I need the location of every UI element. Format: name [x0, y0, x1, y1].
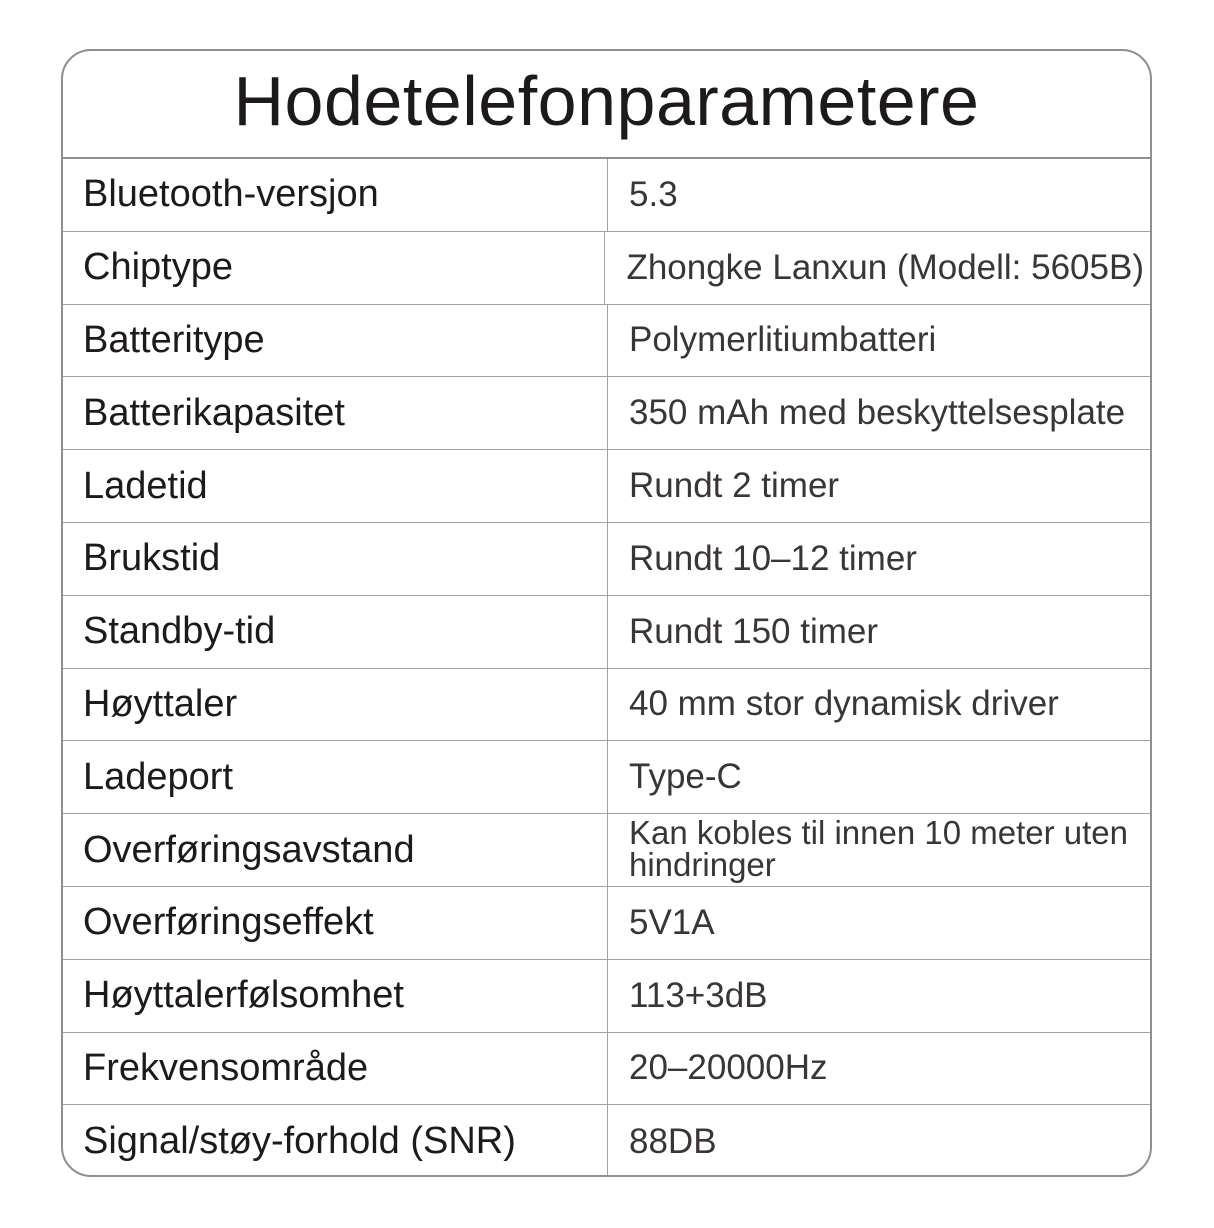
spec-value: 40 mm stor dynamisk driver [629, 684, 1059, 724]
spec-value: Kan kobles til innen 10 meter uten hindringer [629, 814, 1128, 884]
spec-label: Brukstid [63, 523, 608, 595]
spec-label: Overføringsavstand [63, 814, 608, 886]
table-row [63, 159, 1150, 232]
spec-label: Bluetooth-versjon [63, 159, 608, 231]
spec-table [63, 159, 1150, 1177]
table-row [63, 450, 1150, 523]
spec-value: 5V1A [629, 902, 715, 942]
table-row [63, 669, 1150, 742]
spec-value: Rundt 10–12 timer [629, 538, 917, 578]
spec-label: Chiptype [63, 232, 605, 304]
table-row [63, 1033, 1150, 1106]
table-row [63, 960, 1150, 1033]
spec-card [61, 49, 1152, 1177]
spec-label: Ladeport [63, 741, 608, 813]
table-row [63, 523, 1150, 596]
spec-label: Standby-tid [63, 596, 608, 668]
spec-value: 20–20000Hz [629, 1048, 828, 1088]
spec-value: Rundt 150 timer [629, 611, 879, 651]
spec-value: Zhongke Lanxun (Modell: 5605B) [626, 247, 1144, 287]
spec-value: 113+3dB [629, 975, 768, 1015]
spec-value: Rundt 2 timer [629, 466, 840, 506]
spec-value: Type-C [629, 757, 742, 797]
table-row [63, 741, 1150, 814]
spec-label: Signal/støy-forhold (SNR) [63, 1105, 608, 1177]
spec-label: Ladetid [63, 450, 608, 522]
table-row [63, 887, 1150, 960]
spec-label: Batteritype [63, 305, 608, 377]
table-row [63, 1105, 1150, 1177]
table-row [63, 596, 1150, 669]
spec-value: 5.3 [629, 174, 678, 214]
spec-label: Batterikapasitet [63, 377, 608, 449]
spec-label: Høyttalerfølsomhet [63, 960, 608, 1032]
spec-label: Frekvensområde [63, 1033, 608, 1105]
spec-value: Polymerlitiumbatteri [629, 320, 937, 360]
spec-label: Høyttaler [63, 669, 608, 741]
table-row [63, 814, 1150, 887]
page-title: Hodetelefonparametere [63, 51, 1150, 159]
spec-label: Overføringseffekt [63, 887, 608, 959]
spec-value: 88DB [629, 1121, 717, 1161]
table-row [63, 232, 1150, 305]
table-row [63, 305, 1150, 378]
table-row [63, 377, 1150, 450]
spec-value: 350 mAh med beskyttelsesplate [629, 393, 1126, 433]
